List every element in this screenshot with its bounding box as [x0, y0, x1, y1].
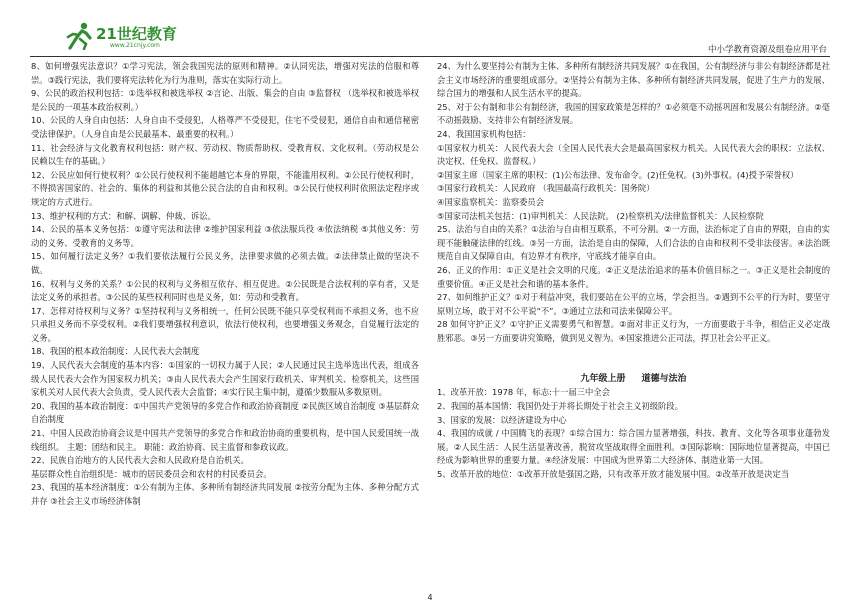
paragraph: 21、中国人民政治协商会议是中国共产党领导的多党合作和政治协商的重要机构，是中国人民爱国统一战线组织。 主题：团结和民主。 职能：政治协商、民主监督和参政议政。: [31, 428, 419, 452]
paragraph: 11、社会经济与文化教育权利包括：财产权、劳动权、物质帮助权、受教育权、文化权利。（劳动权是公民赖以生存的基础。）: [31, 142, 419, 167]
paragraph: 3、国家的发展：以经济建设为中心: [437, 414, 567, 425]
paragraph: 24、为什么要坚持公有制为主体、多种所有制经济共同发展？①在我国，公有制经济与非公有制经济都是社会主义市场经济的重要组成部分。②坚持公有制为主体、多种所有制经济共同发展，促进了生产力的发展、综合国力的增强和人民生活水平的提高。: [437, 61, 830, 99]
paragraph: 9、公民的政治权利包括：①选举权和被选举权 ②言论、出版、集会的自由 ③监督权 （选举权和被选举权是公民的一项基本政治权利。）: [31, 88, 419, 112]
paragraph: 27、如何维护正义？①对于利益冲突，我们要站在公平的立场，学会担当。②遇到不公平的行为时，要坚守原则立场，敢于对不公平说“不”。③通过立法和司法来保障公平。: [437, 292, 830, 316]
paragraph: 14、公民的基本义务包括：①遵守宪法和法律 ②维护国家利益 ③依法服兵役 ④依法纳税 ⑤其他义务：劳动的义务、受教育的义务等。: [31, 224, 419, 248]
paragraph: 22、民族自治地方的人民代表大会和人民政府是自治机关。: [31, 455, 249, 466]
paragraph: 25、对于公有制和非公有制经济，我国的国家政策是怎样的？①必须毫不动摇巩固和发展公有制经济。②毫不动摇鼓励、支持非公有制经济发展。: [437, 101, 830, 126]
section-title: [437, 372, 830, 386]
paragraph: ③国家行政机关：人民政府 （我国最高行政机关：国务院）: [437, 183, 655, 194]
paragraph: 25、法治与自由的关系？①法治与自由相互联系，不可分割。②一方面，法治标定了自由的界限，自由的实现不能触碰法律的红线。③另一方面，法治是自由的保障，人们合法的自由和权利不受非法侵害。④法治既规范自由又保障自由，有边界才有秩序，守底线才能享自由。: [437, 224, 830, 262]
paragraph: 17、怎样对待权利与义务？①坚持权利与义务相统一，任何公民既不能只享受权利而不承担义务，也不应只承担义务而不享受权利。②我们要增强权利意识，依法行使权利，也要增强义务观念，自觉履行法定的义务。: [31, 305, 419, 343]
right-column: [437, 60, 830, 482]
runner-logo-icon: [64, 22, 94, 50]
paragraph: ④国家监察机关：监察委员会: [437, 196, 545, 207]
paragraph: 19、人民代表大会制度的基本内容：①国家的一切权力属于人民；②人民通过民主选举选出代表，组成各级人民代表大会作为国家权力机关；③由人民代表大会产生国家行政机关、审判机关、检察机关，这些国家机关对人民代表大会负责，受人民代表大会监督；④实行民主集中制，遵循少数服从多数原则。: [31, 360, 419, 398]
spacer: [437, 345, 830, 372]
paragraph: 18、我国的根本政治制度：人民代表大会制度: [31, 346, 200, 357]
paragraph: 1、改革开放：1978 年，标志:十一届三中全会: [437, 387, 610, 398]
header-divider: [30, 56, 830, 57]
page-header: [0, 0, 860, 58]
paragraph: 5、改革开放的地位：①改革开放是强国之路，只有改革开放才能发展中国。②改革开放是决定当: [437, 469, 790, 480]
paragraph: 24、我国国家机构包括：: [437, 128, 531, 139]
paragraph: 28 如何守护正义？①守护正义需要勇气和智慧。②面对非正义行为，一方面要敢于斗争，相信正义必定战胜邪恶。③另一方面要讲究策略，做到见义智为。④国家推进公正司法，捍卫社会公平正义。: [437, 319, 830, 343]
paragraph: 基层群众性自治组织是：城市的居民委员会和农村的村民委员会。: [31, 468, 272, 479]
paragraph: 15、如何履行法定义务？①我们要依法履行公民义务，法律要求做的必须去做。②法律禁止做的坚决不做。: [31, 251, 419, 275]
paragraph: ①国家权力机关：人民代表大会（全国人民代表大会是最高国家权力机关。人民代表大会的职权：立法权、决定权、任免权、监督权。）: [437, 142, 830, 167]
paragraph: 2、我国的基本国情：我国仍处于并将长期处于社会主义初级阶段。: [437, 401, 683, 412]
paragraph: 12、公民应如何行使权利？①公民行使权利不能超越它本身的界限，不能滥用权利。②公民行使权利时，不得损害国家的、社会的、集体的利益和其他公民合法的自由和权利。③公民行使权利时依照法定程序或规定的方式进行。: [31, 169, 419, 207]
paragraph: ②国家主席（国家主席的职权：(1)公布法律、发布命令。(2)任免权。(3)外事权。(4)授予荣誉权）: [437, 169, 799, 180]
section-grade: 九年级上册: [580, 374, 626, 385]
logo-url: www.21cnjy.com: [110, 42, 160, 49]
page-number: 4: [427, 593, 433, 602]
logo: [64, 22, 184, 50]
platform-name: 中小学教育资源及组卷应用平台: [707, 45, 827, 55]
logo-text: 21世纪教育: [96, 25, 177, 43]
left-column: [31, 60, 419, 509]
paragraph: 10、公民的人身自由包括：人身自由不受侵犯，人格尊严不受侵犯，住宅不受侵犯，通信自由和通信秘密受法律保护。（人身自由是公民最基本、最重要的权利。）: [31, 115, 419, 139]
paragraph: 20、我国的基本政治制度：①中国共产党领导的多党合作和政治协商制度 ②民族区域自治制度 ③基层群众自治制度: [31, 400, 419, 425]
paragraph: ⑤国家司法机关包括：(1)审判机关：人民法院。 (2)检察机关/法律监督机关：人民检察院: [437, 210, 764, 221]
paragraph: 16、权利与义务的关系？①公民的权利与义务相互依存、相互促进。②公民既是合法权利的享有者，又是法定义务的承担者。③公民的某些权利同时也是义务，如：劳动和受教育。: [31, 278, 419, 303]
paragraph: 4、我国的成就 / 中国腾飞的表现？①综合国力：综合国力显著增强，科技、教育、文化等各项事业蓬勃发展。②人民生活：人民生活显著改善，脱贫攻坚战取得全面胜利。③国际影响：国际地位显著提高，中国已经成为影响世界的重要力量。④经济发展：中国成为世界第二大经济体、制造业第一大国。: [437, 428, 830, 466]
paragraph: 8、如何增强宪法意识？①学习宪法，领会我国宪法的原则和精神。②认同宪法，增强对宪法的信服和尊崇。③践行宪法，我们要将宪法转化为行为准则，落实在实际行动上。: [31, 61, 419, 85]
paragraph: 13、维护权利的方式：和解、调解、仲裁、诉讼。: [31, 210, 216, 221]
section-subject: 道德与法治: [641, 374, 687, 385]
paragraph: 23、我国的基本经济制度：①公有制为主体、多种所有制经济共同发展 ②按劳分配为主体、多种分配方式并存 ③社会主义市场经济体制: [31, 482, 419, 506]
paragraph: 26、正义的作用：①正义是社会文明的尺度。②正义是法治追求的基本价值目标之一。③正义是社会制度的重要价值。④正义是社会和谐的基本条件。: [437, 264, 830, 289]
